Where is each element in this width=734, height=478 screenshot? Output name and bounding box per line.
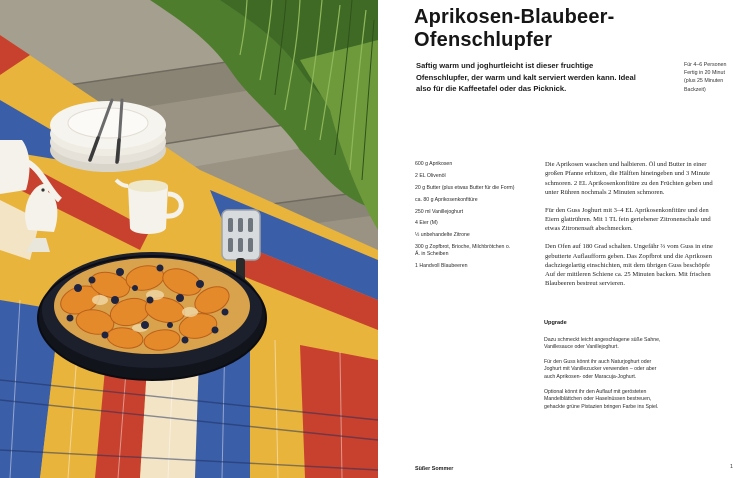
method-line: schmoren. 2 EL Aprikosenkonfitüre zu den Früchten geben und <box>545 179 713 187</box>
ingredient-item: 4 Eier (M) <box>415 220 438 227</box>
upgrade-line: Optional könnt ihr den Auflauf mit gerösteten <box>544 388 647 395</box>
ingredient-item: 600 g Aprikosen <box>415 161 453 167</box>
upgrade-line: Joghurt mit Vanillezucker verwenden – oder aber <box>544 366 657 373</box>
method-line: Auf der mittleren Schiene ca. 25 Minuten backen. Mit frischen <box>545 271 711 279</box>
page-number: 1 <box>730 464 733 470</box>
ingredient-item: 20 g Butter (plus etwas Butter für die Form) <box>415 184 515 191</box>
method-line: Eiern glattrühren. Mit 1 TL fein geriebener Zitronenschale und <box>545 216 711 224</box>
method-line: Blaubeeren bestreut servieren. <box>545 280 626 288</box>
ingredient-item: 1 Handvoll Blaubeeren <box>415 263 468 270</box>
meta-line: Backzeit) <box>684 86 706 93</box>
method-line: dachziegelartig einschichten, mit dem übrigen Guss beschöpfe <box>545 261 710 269</box>
method-line: etwas Zitronensaft abschmecken. <box>545 225 633 233</box>
upgrade-paragraph <box>544 337 729 352</box>
ingredient-item: 300 g Zopfbrot, Brioche, Milchbrötchen o. Ä. in Scheiben <box>415 244 511 258</box>
upgrade-line: auch Aprikosen- oder Maracuja-Joghurt. <box>544 373 637 380</box>
method-line: großen Pfanne erhitzen, die Hälften hineingeben und 3 Minute <box>545 170 710 178</box>
upgrade-heading: Upgrade <box>544 320 567 326</box>
method-line: gebutterte Auflaufform geben. Das Zopfbrot und die Aprikosen <box>545 252 712 260</box>
title-line-2: Ofenschlupfer <box>414 29 553 51</box>
ingredient-item: 2 EL Olivenöl <box>415 172 446 179</box>
method-step <box>545 242 734 288</box>
title-line-1: Aprikosen-Blaubeer- <box>414 6 615 28</box>
method-line: Für den Guss Joghurt mit 3–4 EL Aprikosenkonfitüre und den <box>545 206 709 214</box>
upgrade-paragraph <box>544 359 729 382</box>
method-line: unter Rühren nochmals 2 Minuten schmoren. <box>545 188 665 196</box>
running-footer: Süßer Sommer <box>415 466 454 472</box>
meta-line: Für 4–6 Personen <box>684 62 727 68</box>
ingredient-item: 250 ml Vanillejoghurt <box>415 208 464 215</box>
ingredient-item: ca. 80 g Aprikosenkonfitüre <box>415 196 478 203</box>
ingredient-list <box>415 161 515 275</box>
upgrade-line: Vanillesauce oder Vanillejoghurt. <box>544 344 619 351</box>
meta-line: Fertig in 20 Minut <box>684 70 725 77</box>
recipe-title <box>414 6 714 52</box>
method-line: Den Ofen auf 180 Grad schalten. Ungefähr ⅔ vom Guss in eine <box>545 243 713 251</box>
meta-line: (plus 25 Minuten <box>684 78 724 85</box>
text-page <box>378 0 734 478</box>
method-line: Die Aprikosen waschen und halbieren. Öl und Butter in einer <box>545 161 707 168</box>
recipe-intro: Saftig warm und joghurtleicht ist dieser fruchtige Ofenschlupfer, der warm und kalt serviert werden kann. Ideal also für die Kaffeetafel oder das Picknick. <box>416 61 636 93</box>
recipe-meta <box>684 61 734 94</box>
method-step <box>545 206 734 234</box>
upgrade-line: Für den Guss könnt ihr auch Naturjoghurt oder <box>544 358 652 365</box>
upgrade-line: gehackte grüne Pistazien bringen Farbe ins Spiel. <box>544 403 659 410</box>
upgrade-line: Mandelblättchen oder Haselnüssen bestreuen, <box>544 396 652 403</box>
upgrade-paragraph <box>544 389 729 412</box>
method-steps <box>545 160 734 297</box>
ingredient-item: ½ unbehandelte Zitrone <box>415 232 470 239</box>
upgrade-line: Dazu schmeckt leicht angeschlagene süße Sahne, <box>544 336 661 343</box>
upgrade-box <box>544 320 729 418</box>
plates-stack <box>50 100 166 172</box>
method-step <box>545 160 734 197</box>
baking-dish <box>38 252 266 380</box>
